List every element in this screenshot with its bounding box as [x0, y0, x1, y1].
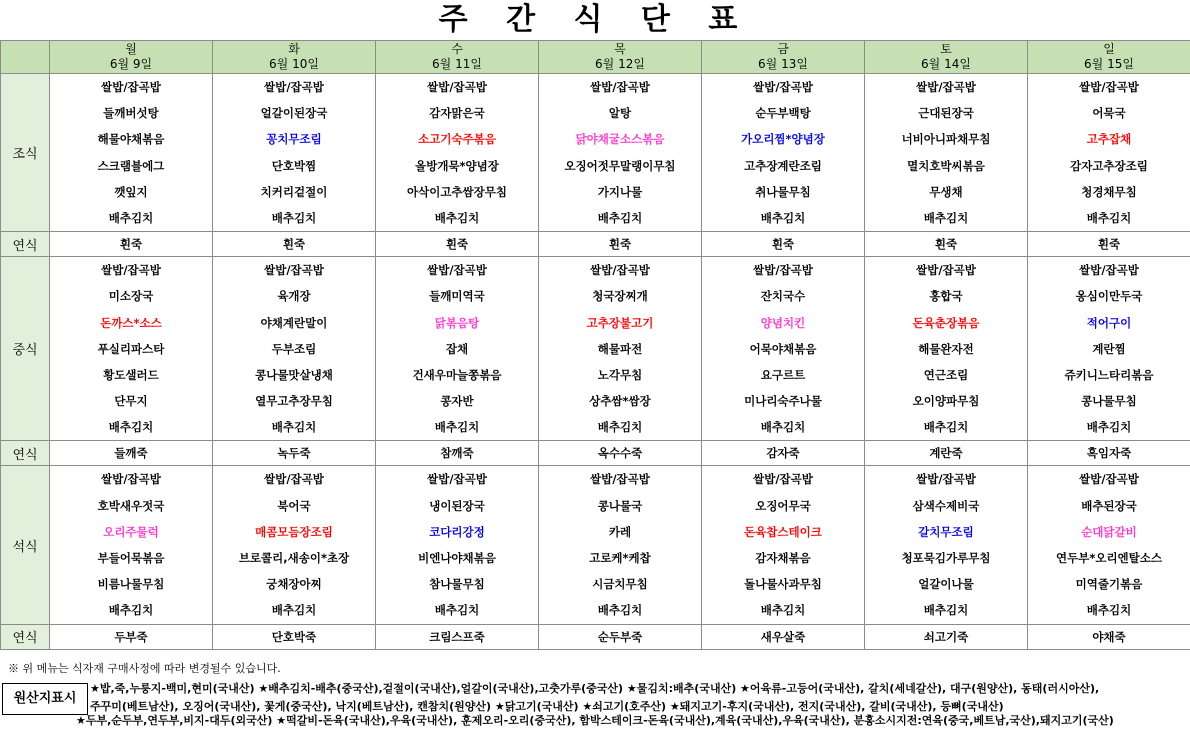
- lunch-snack-row: [1, 441, 1190, 466]
- menu-item: 쌀밥/잡곡밥: [590, 472, 650, 487]
- menu-item: 시금치무침: [592, 577, 648, 592]
- menu-item: 열무고추장무침: [255, 394, 333, 409]
- menu-item: 배추김치: [271, 210, 317, 225]
- menu-item: 감자고추장조림: [1070, 158, 1148, 173]
- menu-item: 쌀밥/잡곡밥: [916, 472, 976, 487]
- menu-item: 요구르트: [760, 367, 806, 382]
- lunch-cell: [539, 257, 702, 441]
- menu-item: 취나물무침: [755, 184, 811, 199]
- menu-item: 배추김치: [271, 603, 317, 618]
- breakfast-cell: [50, 74, 213, 232]
- dinner-snack-row: [1, 624, 1190, 649]
- menu-item: 배추김치: [597, 210, 643, 225]
- menu-item: 쌀밥/잡곡밥: [590, 80, 650, 94]
- lunch-cell: [213, 257, 376, 441]
- menu-item: 해물완자전: [918, 341, 974, 356]
- menu-item: 청국장찌개: [592, 289, 648, 304]
- menu-item: 콩나물국: [597, 498, 643, 513]
- menu-item: 배추김치: [108, 603, 154, 618]
- menu-item: 무생채: [929, 184, 963, 199]
- menu-item: 닭야채굴소스볶음: [575, 132, 665, 147]
- menu-item: 콩나물무침: [1081, 394, 1137, 409]
- menu-item: 쌀밥/잡곡밥: [753, 80, 813, 94]
- menu-item: 어묵야채볶음: [749, 341, 817, 356]
- page-title: 주 간 식 단 표: [438, 2, 752, 37]
- snack-item: 야채죽: [1028, 624, 1190, 649]
- snack-item: 단호박죽: [213, 624, 376, 649]
- lunch-cell: [702, 257, 865, 441]
- menu-item: 순대닭갈비: [1081, 524, 1137, 539]
- lunch-cell: [865, 257, 1028, 441]
- menu-item: 근대된장국: [918, 106, 974, 121]
- menu-item: 콩자반: [440, 394, 474, 409]
- menu-item: 오징어무국: [755, 498, 811, 513]
- menu-item: 호박새우젓국: [97, 498, 165, 513]
- menu-item: 궁채장아찌: [266, 577, 322, 592]
- menu-item: 쌀밥/잡곡밥: [916, 263, 976, 278]
- lunch-cell: [50, 257, 213, 441]
- dinner-cell: [213, 466, 376, 624]
- meal-label-snack: 연식: [1, 624, 50, 649]
- menu-item: 알탕: [608, 106, 632, 121]
- menu-item: 미역줄기볶음: [1075, 577, 1143, 592]
- menu-item: 배추김치: [271, 420, 317, 435]
- menu-item: 쌀밥/잡곡밥: [427, 80, 487, 94]
- breakfast-cell: [376, 74, 539, 232]
- origin-line: ★밥,죽,누룽지-백미,현미(국내산) ★배추김치-배추(중국산),겉절이(국내산),얼갈이(국내산),고춧가루(중국산) ★물김치:배추(국내산) ★어육류-고등어(국내산), 갈치(세네갈산), 대구(원양산), 동태(러시아산),: [90, 682, 1100, 695]
- menu-item: 계란찜: [1092, 341, 1126, 356]
- menu-item: 매콤모듬장조림: [255, 524, 333, 539]
- dinner-cell: [702, 466, 865, 624]
- menu-item: 양념치킨: [760, 315, 806, 330]
- menu-item: 배추김치: [597, 420, 643, 435]
- snack-item: 녹두죽: [213, 441, 376, 466]
- menu-item: 노각무침: [597, 367, 643, 382]
- menu-item: 배추김치: [1086, 420, 1132, 435]
- menu-item: 연근조림: [923, 367, 969, 382]
- day-header: 목 6월 12일: [539, 41, 702, 74]
- menu-item: 순두부백탕: [755, 106, 811, 121]
- menu-item: 배추김치: [108, 210, 154, 225]
- menu-item: 미나리숙주나물: [744, 394, 822, 409]
- menu-item: 푸실리파스타: [97, 341, 165, 356]
- menu-item: 배추김치: [597, 603, 643, 618]
- origin-line: 주꾸미(베트남산), 오징어(국내산), 꽃게(중국산), 낙지(베트남산), 캔참치(원양산) ★닭고기(국내산) ★쇠고기(호주산) ★돼지고기-후지(국내산), 전지(국내산), 갈비(국내산), 등뼈(국내산): [90, 700, 1004, 713]
- menu-item: 들깨미역국: [429, 289, 485, 304]
- snack-item: 참깨죽: [376, 441, 539, 466]
- menu-item: 해물야채볶음: [97, 132, 165, 147]
- menu-item: 쌀밥/잡곡밥: [1079, 263, 1139, 278]
- menu-item: 너비아니파채무침: [901, 132, 991, 147]
- snack-item: 순두부죽: [539, 624, 702, 649]
- menu-item: 올방개묵*양념장: [415, 158, 499, 173]
- menu-item: 쌀밥/잡곡밥: [753, 263, 813, 278]
- meal-label-snack: 연식: [1, 232, 50, 257]
- day-header: 금 6월 13일: [702, 41, 865, 74]
- day-header-row: [1, 41, 1190, 74]
- snack-item: 두부죽: [50, 624, 213, 649]
- menu-item: 두부조림: [271, 341, 317, 356]
- menu-item: 오이양파무침: [912, 394, 980, 409]
- menu-item: 배추김치: [1086, 210, 1132, 225]
- breakfast-snack-row: [1, 232, 1190, 257]
- day-header: 수 6월 11일: [376, 41, 539, 74]
- menu-item: 어묵국: [1092, 106, 1126, 121]
- snack-item: 흰죽: [539, 232, 702, 257]
- menu-change-notice: ※ 위 메뉴는 식자재 구매사정에 따라 변경될수 있습니다.: [8, 662, 281, 675]
- snack-item: 새우살죽: [702, 624, 865, 649]
- snack-item: 들깨죽: [50, 441, 213, 466]
- menu-item: 브로콜리,새송이*초장: [238, 551, 350, 565]
- snack-item: 흰죽: [213, 232, 376, 257]
- breakfast-cell: [702, 74, 865, 232]
- menu-item: 쌀밥/잡곡밥: [101, 263, 161, 278]
- menu-item: 카레: [608, 524, 632, 539]
- menu-item: 감자맑은국: [429, 106, 485, 121]
- menu-item: 참나물무침: [429, 577, 485, 592]
- menu-item: 쌀밥/잡곡밥: [264, 472, 324, 487]
- menu-item: 돈육찹스테이크: [744, 524, 822, 539]
- menu-item: 갈치무조림: [918, 524, 974, 539]
- breakfast-cell: [1028, 74, 1190, 232]
- menu-item: 홍합국: [929, 289, 963, 304]
- menu-item: 부들어묵볶음: [97, 551, 165, 565]
- menu-item: 비름나물무침: [97, 577, 165, 592]
- origin-label: 원산지표시: [2, 683, 88, 715]
- menu-item: 멸치호박씨볶음: [907, 158, 985, 173]
- menu-item: 쌀밥/잡곡밥: [101, 80, 161, 94]
- menu-item: 가오리찜*양념장: [741, 132, 825, 147]
- menu-item: 잡채: [445, 341, 469, 356]
- menu-item: 소고기숙주볶음: [418, 132, 496, 147]
- menu-item: 돌나물사과무침: [744, 577, 822, 592]
- breakfast-cell: [213, 74, 376, 232]
- menu-item: 가지나물: [597, 184, 643, 199]
- snack-item: 흰죽: [376, 232, 539, 257]
- lunch-row: [1, 257, 1190, 441]
- menu-item: 단무지: [114, 394, 148, 409]
- meal-label-snack: 연식: [1, 441, 50, 466]
- weekly-menu-table: [0, 40, 1190, 650]
- snack-item: 흰죽: [50, 232, 213, 257]
- dinner-cell: [1028, 466, 1190, 624]
- menu-item: 옹심이만두국: [1075, 289, 1143, 304]
- menu-item: 쌀밥/잡곡밥: [264, 80, 324, 94]
- breakfast-cell: [865, 74, 1028, 232]
- menu-item: 들깨버섯탕: [103, 106, 159, 121]
- snack-item: 감자죽: [702, 441, 865, 466]
- menu-item: 청경채무침: [1081, 184, 1137, 199]
- snack-item: 쇠고기죽: [865, 624, 1028, 649]
- lunch-cell: [1028, 257, 1190, 441]
- menu-item: 콩나물맛살냉채: [255, 367, 333, 382]
- menu-item: 연두부*오리엔탈소스: [1056, 551, 1162, 565]
- menu-item: 해물파전: [597, 341, 643, 356]
- menu-item: 쌀밥/잡곡밥: [916, 80, 976, 94]
- menu-item: 배추김치: [760, 603, 806, 618]
- lunch-cell: [376, 257, 539, 441]
- breakfast-row: [1, 74, 1190, 232]
- menu-item: 오리주물럭: [103, 524, 159, 539]
- menu-item: 잔치국수: [760, 289, 806, 304]
- menu-item: 꽁치무조림: [266, 132, 322, 147]
- corner-cell: [1, 41, 50, 74]
- meal-label-dinner: 석식: [1, 466, 50, 624]
- menu-item: 적어구이: [1086, 315, 1132, 330]
- menu-item: 배추김치: [434, 603, 480, 618]
- menu-item: 고로케*케찹: [589, 551, 651, 565]
- menu-item: 쥬키니느타리볶음: [1064, 367, 1154, 382]
- menu-item: 미소장국: [108, 289, 154, 304]
- snack-item: 흰죽: [702, 232, 865, 257]
- menu-item: 쌀밥/잡곡밥: [753, 472, 813, 487]
- menu-item: 깻잎지: [114, 184, 148, 199]
- snack-item: 흑임자죽: [1028, 441, 1190, 466]
- menu-item: 단호박찜: [271, 158, 317, 173]
- menu-item: 냉이된장국: [429, 498, 485, 513]
- menu-item: 돈까스*소스: [100, 315, 162, 330]
- menu-item: 야채계란말이: [260, 315, 328, 330]
- menu-item: 쌀밥/잡곡밥: [101, 472, 161, 487]
- menu-item: 육개장: [277, 289, 311, 304]
- menu-item: 감자채볶음: [755, 551, 811, 565]
- menu-item: 코다리강정: [429, 524, 485, 539]
- dinner-row: [1, 466, 1190, 624]
- dinner-cell: [376, 466, 539, 624]
- menu-item: 배추김치: [434, 420, 480, 435]
- menu-item: 배추김치: [923, 210, 969, 225]
- menu-item: 얼갈이나물: [918, 577, 974, 592]
- menu-item: 북어국: [277, 498, 311, 513]
- menu-item: 스크램블에그: [97, 158, 165, 173]
- menu-item: 비엔나야채볶음: [418, 551, 496, 565]
- dinner-cell: [865, 466, 1028, 624]
- menu-item: 건새우마늘쫑볶음: [412, 367, 502, 382]
- menu-item: 고추잡채: [1086, 132, 1132, 147]
- day-header: 월 6월 9일: [50, 41, 213, 74]
- day-header: 토 6월 14일: [865, 41, 1028, 74]
- breakfast-cell: [539, 74, 702, 232]
- day-header: 화 6월 10일: [213, 41, 376, 74]
- menu-item: 쌀밥/잡곡밥: [427, 263, 487, 278]
- snack-item: 흰죽: [1028, 232, 1190, 257]
- meal-label-breakfast: 조식: [1, 74, 50, 232]
- menu-item: 고추장불고기: [586, 315, 654, 330]
- menu-item: 황도샐러드: [103, 367, 159, 382]
- dinner-cell: [50, 466, 213, 624]
- menu-item: 청포묵김가루무침: [901, 551, 991, 565]
- menu-item: 배추김치: [1086, 603, 1132, 618]
- dinner-cell: [539, 466, 702, 624]
- snack-item: 흰죽: [865, 232, 1028, 257]
- day-header: 일 6월 15일: [1028, 41, 1190, 74]
- meal-label-lunch: 중식: [1, 257, 50, 441]
- menu-item: 배추김치: [108, 420, 154, 435]
- menu-item: 배추김치: [923, 603, 969, 618]
- menu-item: 닭볶음탕: [434, 315, 480, 330]
- menu-item: 돈육춘장볶음: [912, 315, 980, 330]
- menu-item: 상추쌈*쌈장: [589, 394, 651, 409]
- menu-item: 오징어젓무말랭이무침: [564, 158, 676, 173]
- origin-line: ★두부,순두부,연두부,비지-대두(외국산) ★떡갈비-돈육(국내산),우육(국내산), 훈제오리-오리(중국산), 함박스테이크-돈육(국내산),계육(국내산),우육(국내산), 분홍소시지전:연육(중국,베트남,국산),돼지고기(국산): [76, 714, 1114, 727]
- menu-item: 쌀밥/잡곡밥: [590, 263, 650, 278]
- menu-item: 얼갈이된장국: [260, 106, 328, 121]
- snack-item: 크림스프죽: [376, 624, 539, 649]
- snack-item: 계란죽: [865, 441, 1028, 466]
- menu-item: 쌀밥/잡곡밥: [427, 472, 487, 487]
- menu-item: 쌀밥/잡곡밥: [1079, 80, 1139, 94]
- menu-item: 치커리겉절이: [260, 184, 328, 199]
- menu-item: 쌀밥/잡곡밥: [264, 263, 324, 278]
- menu-item: 배추김치: [923, 420, 969, 435]
- menu-item: 쌀밥/잡곡밥: [1079, 472, 1139, 487]
- menu-item: 고추장계란조림: [744, 158, 822, 173]
- menu-item: 배추김치: [760, 210, 806, 225]
- menu-item: 아삭이고추쌈장무침: [407, 184, 507, 199]
- menu-item: 배추김치: [434, 210, 480, 225]
- snack-item: 옥수수죽: [539, 441, 702, 466]
- menu-item: 배추된장국: [1081, 498, 1137, 513]
- menu-item: 배추김치: [760, 420, 806, 435]
- menu-item: 삼색수제비국: [912, 498, 980, 513]
